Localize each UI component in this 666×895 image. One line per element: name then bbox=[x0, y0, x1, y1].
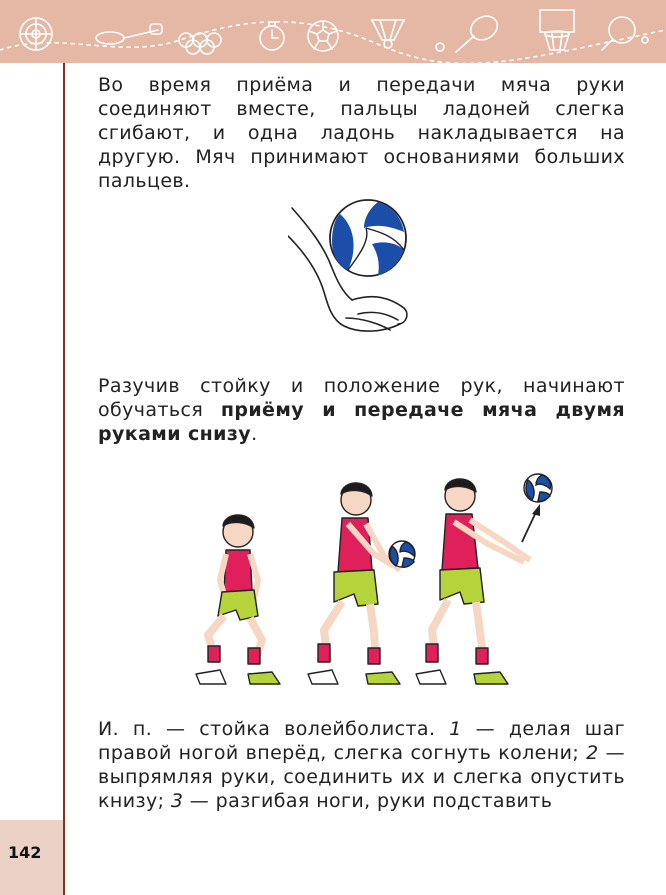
step-number: 3 bbox=[170, 790, 184, 812]
volleyball bbox=[524, 474, 552, 502]
player-step-3 bbox=[416, 479, 530, 684]
step-text: И. п. — стойка волейболиста. bbox=[98, 718, 450, 740]
step-number: 1 bbox=[449, 718, 462, 740]
paragraph-exercise-steps bbox=[98, 717, 625, 813]
page-number: 142 bbox=[8, 843, 42, 862]
rowing-icon bbox=[96, 24, 162, 44]
dartboard-icon bbox=[20, 18, 52, 50]
player-step-2 bbox=[308, 483, 415, 684]
soccer-ball-icon bbox=[308, 21, 338, 51]
intro-lead-text: Разучив стойку и положение рук, начинают обучаться bbox=[98, 375, 625, 421]
paragraph-technique-intro bbox=[98, 374, 625, 446]
volleyball bbox=[389, 541, 415, 567]
arrow-up-icon bbox=[522, 504, 540, 542]
ping-pong-paddle-icon bbox=[602, 17, 648, 50]
step-number: 2 bbox=[586, 742, 599, 764]
margin-line bbox=[63, 63, 65, 895]
step-text: — разгибая ноги, руки подставить bbox=[183, 790, 553, 812]
volleyball bbox=[330, 200, 406, 276]
tennis-racket-icon bbox=[436, 11, 502, 52]
paragraph-grip: Во время приёма и передачи мяча руки соединяют вместе, пальцы ладоней слегка сгибают, и одна ладонь накладывается на другую. Мяч принимают основаниями больших пальцев. bbox=[98, 74, 625, 192]
basketball-hoop-icon bbox=[540, 10, 574, 50]
olympic-rings-icon bbox=[179, 33, 221, 54]
hands-with-ball-illustration bbox=[288, 196, 413, 346]
intro-tail-text: . bbox=[251, 423, 258, 445]
step-text: — делая шаг правой ногой вперёд, слегка согнуть колени; bbox=[98, 718, 625, 764]
stopwatch-icon bbox=[260, 22, 284, 50]
step-text: — выпрямляя руки, соединить их и слегка опустить книзу; bbox=[98, 742, 625, 812]
header-band bbox=[0, 0, 666, 63]
player-step-1 bbox=[196, 515, 280, 684]
volleyball-steps-illustration bbox=[188, 470, 568, 695]
intro-bold-text: приёму и передаче мяча двумя руками снизу bbox=[98, 399, 625, 445]
